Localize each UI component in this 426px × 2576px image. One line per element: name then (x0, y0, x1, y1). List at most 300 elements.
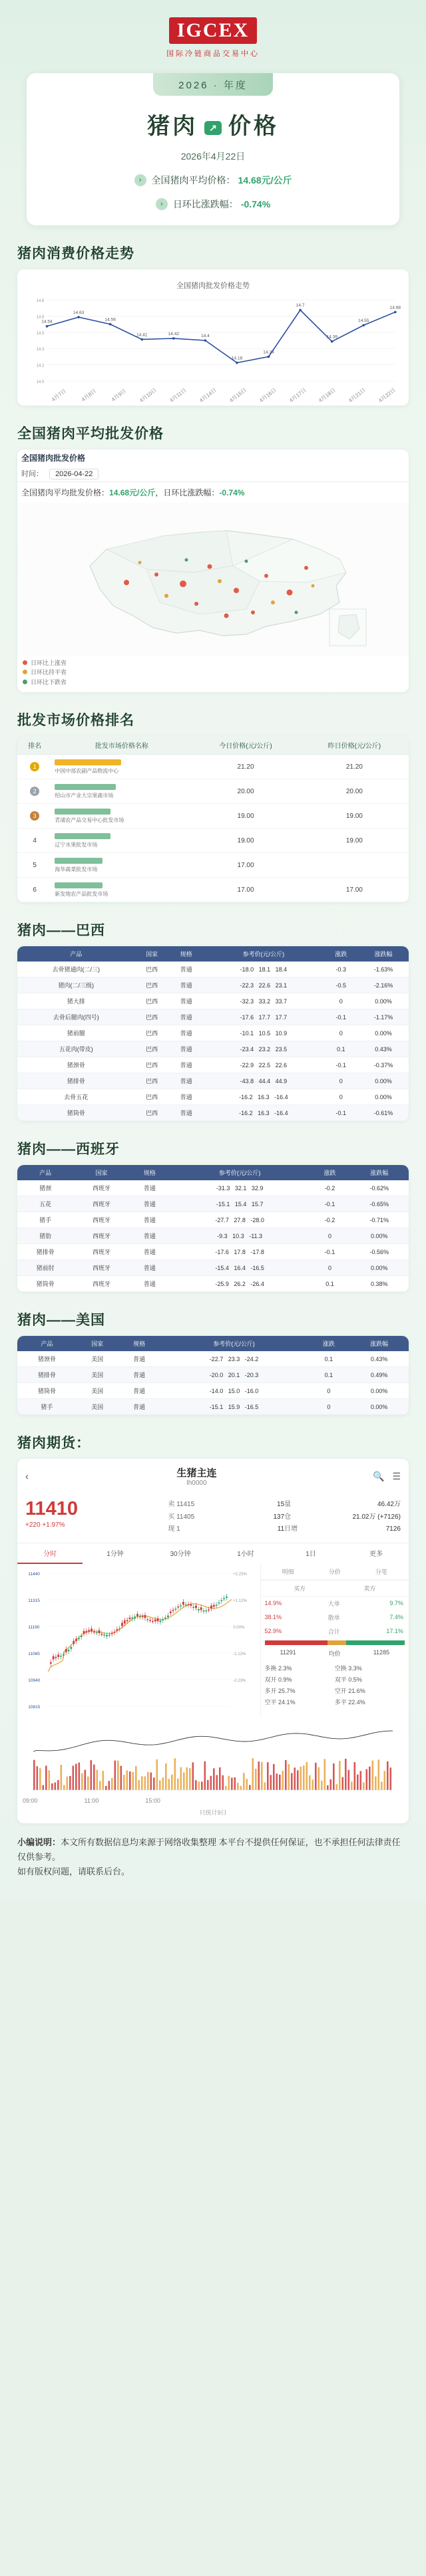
country-cell: 西班牙 (73, 1260, 129, 1276)
rank-name-cell: 新发地农产品批发市场 (52, 878, 191, 902)
section-title-avg-price: 全国猪肉平均批发价格 (17, 426, 164, 442)
bs-buy: 38.1% (264, 1614, 282, 1621)
futures-name: 生猪主连 (176, 1468, 217, 1480)
futures-price-block (25, 1499, 168, 1536)
country-cell: 巴西 (134, 1009, 168, 1025)
mini-stat: 多开 25.7% (264, 1687, 296, 1694)
svg-text:0.00%: 0.00% (233, 1625, 245, 1630)
rank-yesterday-cell (300, 853, 409, 878)
ranking-header-cell: 今日价格(元/公斤) (191, 736, 300, 755)
svg-text:10940: 10940 (28, 1678, 41, 1683)
futures-side-tabs[interactable] (261, 1564, 409, 1580)
map-date-label: 时间： (21, 470, 43, 478)
spec-cell: 普通 (169, 1041, 203, 1057)
tab-0[interactable]: 分时 (17, 1543, 83, 1564)
delta-pct-cell: -1.63% (358, 962, 409, 977)
brand-header (0, 0, 426, 66)
spec-cell: 普通 (169, 962, 203, 977)
country-cell: 巴西 (134, 1057, 168, 1073)
chart-x-tick: 4月10日 (138, 386, 158, 404)
spec-cell: 普通 (130, 1180, 170, 1196)
price-cell: -16.2 16.3 -16.4 (203, 1105, 323, 1121)
spec-cell: 普通 (169, 993, 203, 1009)
bs-label: 散单 (327, 1614, 340, 1621)
bs-sell: 9.7% (389, 1600, 403, 1607)
table-row[interactable] (17, 804, 409, 829)
futures-order-panel (260, 1564, 409, 1717)
svg-text:11190: 11190 (28, 1624, 40, 1630)
delta-pct-cell: -0.61% (358, 1105, 409, 1121)
delta-cell: 0.1 (310, 1276, 350, 1292)
search-icon[interactable]: 🔍 (373, 1470, 385, 1481)
futures-toolbar (17, 1459, 409, 1493)
spec-cell: 普通 (169, 1073, 203, 1089)
table-row (17, 1073, 409, 1089)
hero-stat-average (27, 174, 399, 187)
rank-name-cell: 辽宁水果批发市场 (52, 829, 191, 853)
quote-row: 卖 11415 15 (168, 1501, 285, 1509)
futures-lower-times (17, 1797, 409, 1804)
table-row (17, 1244, 409, 1260)
product-cell: 猪排骨 (17, 1367, 77, 1383)
futures-buy-sell-head (261, 1580, 409, 1597)
spain-table (17, 1165, 409, 1292)
delta-cell: -0.2 (310, 1180, 350, 1196)
map-summary-delta: -0.74% (219, 488, 245, 497)
chart-x-tick: 4月22日 (377, 386, 397, 404)
side-tab[interactable]: 分价 (328, 1568, 341, 1575)
spec-cell: 普通 (169, 1105, 203, 1121)
table-row (17, 1212, 409, 1228)
delta-cell: -0.2 (310, 1212, 350, 1228)
svg-text:14.39: 14.39 (326, 334, 337, 340)
svg-text:14.7: 14.7 (296, 303, 305, 309)
map-legend-item: 日环比持平省 (23, 668, 403, 677)
product-cell: 猪排骨 (17, 1073, 134, 1089)
svg-text:14.18: 14.18 (231, 356, 243, 361)
hero-stat-change-value: -0.74% (240, 199, 271, 209)
product-cell: 猪大排 (17, 993, 134, 1009)
price-cell: -22.3 22.6 23.1 (203, 977, 323, 993)
tab-4[interactable]: 1日 (306, 1550, 316, 1558)
rank-cell: 6 (17, 878, 52, 902)
chart-x-tick: 4月8日 (80, 388, 97, 403)
chevron-right-icon: › (134, 174, 146, 186)
table-row[interactable] (17, 878, 409, 902)
rank-cell: 4 (17, 829, 52, 853)
table-row (17, 1041, 409, 1057)
delta-cell: 0.1 (308, 1367, 349, 1383)
table-row (17, 977, 409, 993)
map-date-row (17, 466, 409, 482)
table-row (17, 1196, 409, 1212)
menu-icon[interactable]: ☰ (392, 1470, 401, 1481)
delta-cell: -0.1 (324, 1057, 358, 1073)
spec-cell: 普通 (118, 1351, 160, 1367)
rank-today-cell: 19.00 (191, 804, 300, 829)
map-legend-item: 日环比上涨省 (23, 658, 403, 668)
country-cell: 巴西 (134, 1089, 168, 1105)
delta-pct-cell: 0.38% (349, 1276, 409, 1292)
futures-buy-sell-rows (261, 1597, 409, 1638)
svg-text:14.0: 14.0 (36, 380, 45, 384)
table-row (17, 1009, 409, 1025)
price-cell: -20.0 20.1 -20.3 (160, 1367, 308, 1383)
product-cell: 猪前腿 (17, 1025, 134, 1041)
price-cell: -31.3 32.1 32.9 (170, 1180, 310, 1196)
rank-name-cell: 海华蔬菜批发市场 (52, 853, 191, 878)
delta-pct-cell: 0.00% (349, 1383, 409, 1399)
ranking-header-cell: 昨日价格(元/公斤) (300, 736, 409, 755)
country-cell: 巴西 (134, 1073, 168, 1089)
price-cell: -15.1 15.9 -16.5 (160, 1399, 308, 1415)
delta-pct-cell: 0.00% (358, 1073, 409, 1089)
table-header-cell: 涨跌幅 (349, 1336, 409, 1351)
hero-stat-average-label: 全国猪肉平均价格： (151, 175, 236, 186)
table-row (17, 1025, 409, 1041)
table-header-cell: 产品 (17, 946, 134, 962)
mini-stat: 多换 2.3% (264, 1664, 292, 1672)
table-row (17, 1089, 409, 1105)
table-row (17, 1367, 409, 1383)
table-header-cell: 参考价(元/公斤) (160, 1336, 308, 1351)
price-cell: -32.3 33.2 33.7 (203, 993, 323, 1009)
table-row (17, 1351, 409, 1367)
ranking-card (17, 736, 409, 902)
chevron-left-icon[interactable]: ‹ (25, 1470, 29, 1482)
spain-card (17, 1165, 409, 1292)
table-header-cell: 涨跌幅 (349, 1165, 409, 1180)
table-row[interactable] (17, 779, 409, 804)
product-cell: 猪颈 (17, 1180, 73, 1196)
delta-cell: 0 (324, 1025, 358, 1041)
usa-card (17, 1336, 409, 1415)
hero-card (27, 73, 399, 225)
rank-cell: 2 (17, 779, 52, 804)
delta-cell: 0 (308, 1383, 349, 1399)
futures-volume-chart (17, 1717, 409, 1804)
svg-text:14.63: 14.63 (73, 310, 85, 315)
chart-x-tick: 4月21日 (347, 386, 367, 404)
tab-1[interactable]: 1分钟 (106, 1550, 124, 1558)
futures-change-pct: +1.97% (42, 1521, 65, 1529)
country-cell: 西班牙 (73, 1244, 129, 1260)
spec-cell: 普通 (130, 1196, 170, 1212)
bs-label: 合计 (327, 1628, 340, 1635)
futures-chart-area (17, 1564, 409, 1717)
hero-stat-change (27, 197, 399, 211)
rank-name-cell: 青浦农产品交易中心批发市场 (52, 804, 191, 829)
footer-line2: 如有版权问题，请联系后台。 (17, 1866, 130, 1876)
delta-cell: -0.1 (324, 1009, 358, 1025)
product-cell: 猪手 (17, 1399, 77, 1415)
tab-5[interactable]: 更多 (369, 1550, 383, 1558)
trend-up-icon: ↗ (204, 121, 222, 135)
table-header-cell: 参考价(元/公斤) (170, 1165, 310, 1180)
product-cell: 猪肉(二/三级) (17, 977, 134, 993)
product-cell: 五花肉(带皮) (17, 1041, 134, 1057)
futures-app-screenshot (17, 1459, 409, 1823)
bs-foot-cell: 11285 (373, 1648, 390, 1656)
price-cell: -17.6 17.8 -17.8 (170, 1244, 310, 1260)
delta-pct-cell: -2.16% (358, 977, 409, 993)
table-row (17, 1105, 409, 1121)
chart-x-tick: 4月18日 (318, 386, 337, 404)
price-cell: -27.7 27.8 -28.0 (170, 1212, 310, 1228)
svg-text:11315: 11315 (28, 1598, 40, 1603)
delta-cell: 0 (308, 1399, 349, 1415)
delta-pct-cell: -0.56% (349, 1244, 409, 1260)
map-summary (17, 482, 409, 503)
product-cell: 去骨后腿肉(四号) (17, 1009, 134, 1025)
svg-text:11065: 11065 (28, 1651, 40, 1656)
country-cell: 西班牙 (73, 1228, 129, 1244)
mini-stat: 空换 3.3% (334, 1664, 362, 1672)
country-cell: 西班牙 (73, 1180, 129, 1196)
price-cell: -9.3 10.3 -11.3 (170, 1228, 310, 1244)
futures-code: lh0000 (186, 1480, 207, 1487)
side-tab[interactable]: 明细 (282, 1568, 294, 1575)
spec-cell: 普通 (130, 1228, 170, 1244)
rank-yesterday-cell: 19.00 (300, 829, 409, 853)
table-row[interactable] (17, 829, 409, 853)
spec-cell: 普通 (169, 977, 203, 993)
table-row (17, 1383, 409, 1399)
bs-sell: 7.4% (389, 1614, 403, 1621)
delta-cell: 0 (324, 1073, 358, 1089)
spec-cell: 普通 (130, 1260, 170, 1276)
svg-text:14.42: 14.42 (168, 331, 180, 336)
mini-stat: 多平 22.4% (334, 1698, 365, 1706)
country-cell: 美国 (77, 1367, 118, 1383)
brazil-card (17, 946, 409, 1121)
hero-date: 2026年4月22日 (180, 151, 246, 162)
delta-pct-cell: 0.43% (358, 1041, 409, 1057)
chart-x-tick: 4月9日 (110, 388, 127, 403)
country-cell: 美国 (77, 1351, 118, 1367)
product-cell: 猪排骨 (17, 1244, 73, 1260)
rank-name-cell: 绍山市产业大宗果蔬市场 (52, 779, 191, 804)
delta-cell: -0.3 (324, 962, 358, 977)
rank-today-cell: 17.00 (191, 878, 300, 902)
quote-row: 仓 21.02万 (+7126) (284, 1513, 401, 1521)
time-tick: 15:00 (145, 1797, 160, 1804)
map-summary-value: 14.68元/公斤 (109, 488, 156, 497)
hero-stat-average-value: 14.68元/公斤 (238, 175, 292, 186)
footer-label: 小编说明： (17, 1837, 61, 1847)
delta-pct-cell: 0.00% (349, 1260, 409, 1276)
quote-row: 现 1 11 (168, 1525, 285, 1533)
svg-text:+2.23%: +2.23% (233, 1572, 247, 1577)
svg-text:-2.23%: -2.23% (233, 1678, 246, 1683)
brazil-table (17, 946, 409, 1121)
country-cell: 巴西 (134, 977, 168, 993)
rank-today-cell: 17.00 (191, 853, 300, 878)
tab-3[interactable]: 1小时 (237, 1550, 254, 1558)
side-tab[interactable]: 分笔 (375, 1568, 387, 1575)
price-cell: -43.8 44.4 44.9 (203, 1073, 323, 1089)
product-cell: 猪前肘 (17, 1260, 73, 1276)
footer-disclaimer (17, 1835, 409, 1879)
table-header-cell: 规格 (169, 946, 203, 962)
table-row (17, 1180, 409, 1196)
rank-today-cell: 19.00 (191, 829, 300, 853)
map-summary-prefix: 全国猪肉平均批发价格： (21, 488, 110, 497)
table-header-cell: 国家 (134, 946, 168, 962)
bs-foot-cell: 11291 (280, 1648, 296, 1656)
table-row (17, 1399, 409, 1415)
bs-sell: 17.1% (386, 1628, 403, 1635)
product-cell: 猪颈骨 (17, 1351, 77, 1367)
product-cell: 猪颈骨 (17, 1057, 134, 1073)
table-row[interactable] (17, 755, 409, 779)
spec-cell: 普通 (169, 1057, 203, 1073)
delta-cell: 0.1 (324, 1041, 358, 1057)
futures-mini-stats (261, 1660, 409, 1710)
ranking-table (17, 736, 409, 902)
rank-yesterday-cell: 19.00 (300, 804, 409, 829)
bs-label: 大单 (327, 1600, 340, 1607)
table-row[interactable] (17, 853, 409, 878)
table-header-cell: 涨跌 (310, 1165, 350, 1180)
country-cell: 西班牙 (73, 1212, 129, 1228)
svg-text:14.2: 14.2 (36, 364, 45, 368)
bs-buy: 52.9% (264, 1628, 282, 1635)
futures-change (25, 1521, 168, 1529)
section-title-trend: 猪肉消费价格走势 (17, 246, 134, 261)
logo-subtitle: 国际冷链商品交易中心 (166, 50, 260, 58)
futures-quote (17, 1493, 409, 1543)
futures-bid-ask (168, 1499, 284, 1536)
map-card (17, 450, 409, 692)
hero-title-right: 价格 (228, 114, 279, 139)
futures-ratio-bar (265, 1640, 405, 1645)
svg-text:14.4: 14.4 (200, 334, 210, 338)
svg-text:14.3: 14.3 (36, 348, 45, 352)
table-header-cell: 产品 (17, 1336, 77, 1351)
futures-avg-row (261, 1647, 409, 1660)
delta-pct-cell: 0.00% (358, 1025, 409, 1041)
svg-text:14.41: 14.41 (136, 332, 148, 338)
china-map[interactable] (17, 503, 409, 656)
rank-today-cell: 20.00 (191, 779, 300, 804)
rank-today-cell: 21.20 (191, 755, 300, 779)
logo-mark: IGCEX (169, 17, 257, 44)
usa-table (17, 1336, 409, 1415)
country-cell: 美国 (77, 1383, 118, 1399)
delta-cell: -0.1 (310, 1244, 350, 1260)
country-cell: 西班牙 (73, 1196, 129, 1212)
spec-cell: 普通 (130, 1276, 170, 1292)
product-cell: 猪筒骨 (17, 1276, 73, 1292)
product-cell: 猪手 (17, 1212, 73, 1228)
svg-text:-1.12%: -1.12% (233, 1652, 246, 1656)
bs-row (261, 1624, 409, 1638)
delta-pct-cell: 0.43% (349, 1351, 409, 1367)
hero-stat-change-label: 日环比涨跌幅： (172, 199, 238, 209)
bs-row (261, 1610, 409, 1624)
tab-2[interactable]: 30分钟 (170, 1550, 191, 1558)
chart-x-tick: 4月11日 (168, 387, 188, 404)
delta-pct-cell: 0.00% (358, 993, 409, 1009)
product-cell: 去骨五花 (17, 1089, 134, 1105)
quote-row: 日增 7126 (284, 1525, 401, 1533)
table-header-cell: 规格 (118, 1336, 160, 1351)
futures-intraday-chart[interactable] (17, 1564, 260, 1717)
product-cell: 猪肋 (17, 1228, 73, 1244)
quote-row: 量 46.42万 (284, 1501, 401, 1509)
section-title-usa: 猪肉——美国 (17, 1313, 105, 1329)
spec-cell: 普通 (118, 1399, 160, 1415)
price-cell: -25.9 26.2 -26.4 (170, 1276, 310, 1292)
spec-cell: 普通 (130, 1212, 170, 1228)
svg-text:+1.12%: +1.12% (233, 1599, 247, 1603)
spec-cell: 普通 (130, 1244, 170, 1260)
delta-pct-cell: -0.62% (349, 1180, 409, 1196)
svg-text:14.5: 14.5 (36, 331, 45, 336)
table-header-cell: 涨跌幅 (358, 946, 409, 962)
rank-name-cell: 中国中部农副产品物流中心 (52, 755, 191, 779)
delta-cell: -0.5 (324, 977, 358, 993)
table-row (17, 1276, 409, 1292)
table-row (17, 962, 409, 977)
futures-timeframe-tabs[interactable] (17, 1543, 409, 1564)
svg-text:14.68: 14.68 (389, 305, 401, 311)
trend-chart-card (17, 269, 409, 406)
price-cell: -22.7 23.3 -24.2 (160, 1351, 308, 1367)
table-header-cell: 国家 (73, 1165, 129, 1180)
country-cell: 巴西 (134, 962, 168, 977)
mini-stat: 空平 24.1% (264, 1698, 296, 1706)
country-cell: 巴西 (134, 1025, 168, 1041)
quote-row: 买 11405 137 (168, 1513, 285, 1521)
delta-pct-cell: -0.71% (349, 1212, 409, 1228)
spec-cell: 普通 (169, 1089, 203, 1105)
futures-volume-info (284, 1499, 401, 1536)
country-cell: 西班牙 (73, 1276, 129, 1292)
rank-cell: 1 (17, 755, 52, 779)
bs-row (261, 1597, 409, 1610)
table-row (17, 1260, 409, 1276)
delta-cell: 0.1 (308, 1351, 349, 1367)
delta-pct-cell: -0.37% (358, 1057, 409, 1073)
rank-yesterday-cell: 21.20 (300, 755, 409, 779)
delta-cell: 0 (310, 1228, 350, 1244)
map-legend (17, 656, 409, 692)
price-cell: -15.4 16.4 -16.5 (170, 1260, 310, 1276)
price-cell: -18.0 18.1 18.4 (203, 962, 323, 977)
line-chart (24, 292, 402, 392)
price-cell: -16.2 16.3 -16.4 (203, 1089, 323, 1105)
delta-pct-cell: -1.17% (358, 1009, 409, 1025)
table-row (17, 993, 409, 1009)
page-title (27, 108, 399, 140)
table-row (17, 1228, 409, 1244)
mini-stat: 双开 0.9% (264, 1676, 292, 1683)
map-summary-mid: ，日环比涨跌幅： (155, 488, 220, 497)
delta-pct-cell: 0.49% (349, 1367, 409, 1383)
map-date-value[interactable]: 2026-04-22 (49, 469, 99, 479)
bs-buy: 14.9% (264, 1600, 282, 1607)
delta-cell: 0 (310, 1260, 350, 1276)
country-cell: 巴西 (134, 1105, 168, 1121)
section-title-futures: 猪肉期货： (17, 1436, 91, 1452)
bs-head-cell: 卖方 (363, 1585, 376, 1592)
bs-foot-cell: 均价 (328, 1650, 341, 1657)
product-cell: 猪筒骨 (17, 1105, 134, 1121)
spec-cell: 普通 (169, 1009, 203, 1025)
spec-cell: 普通 (118, 1367, 160, 1383)
